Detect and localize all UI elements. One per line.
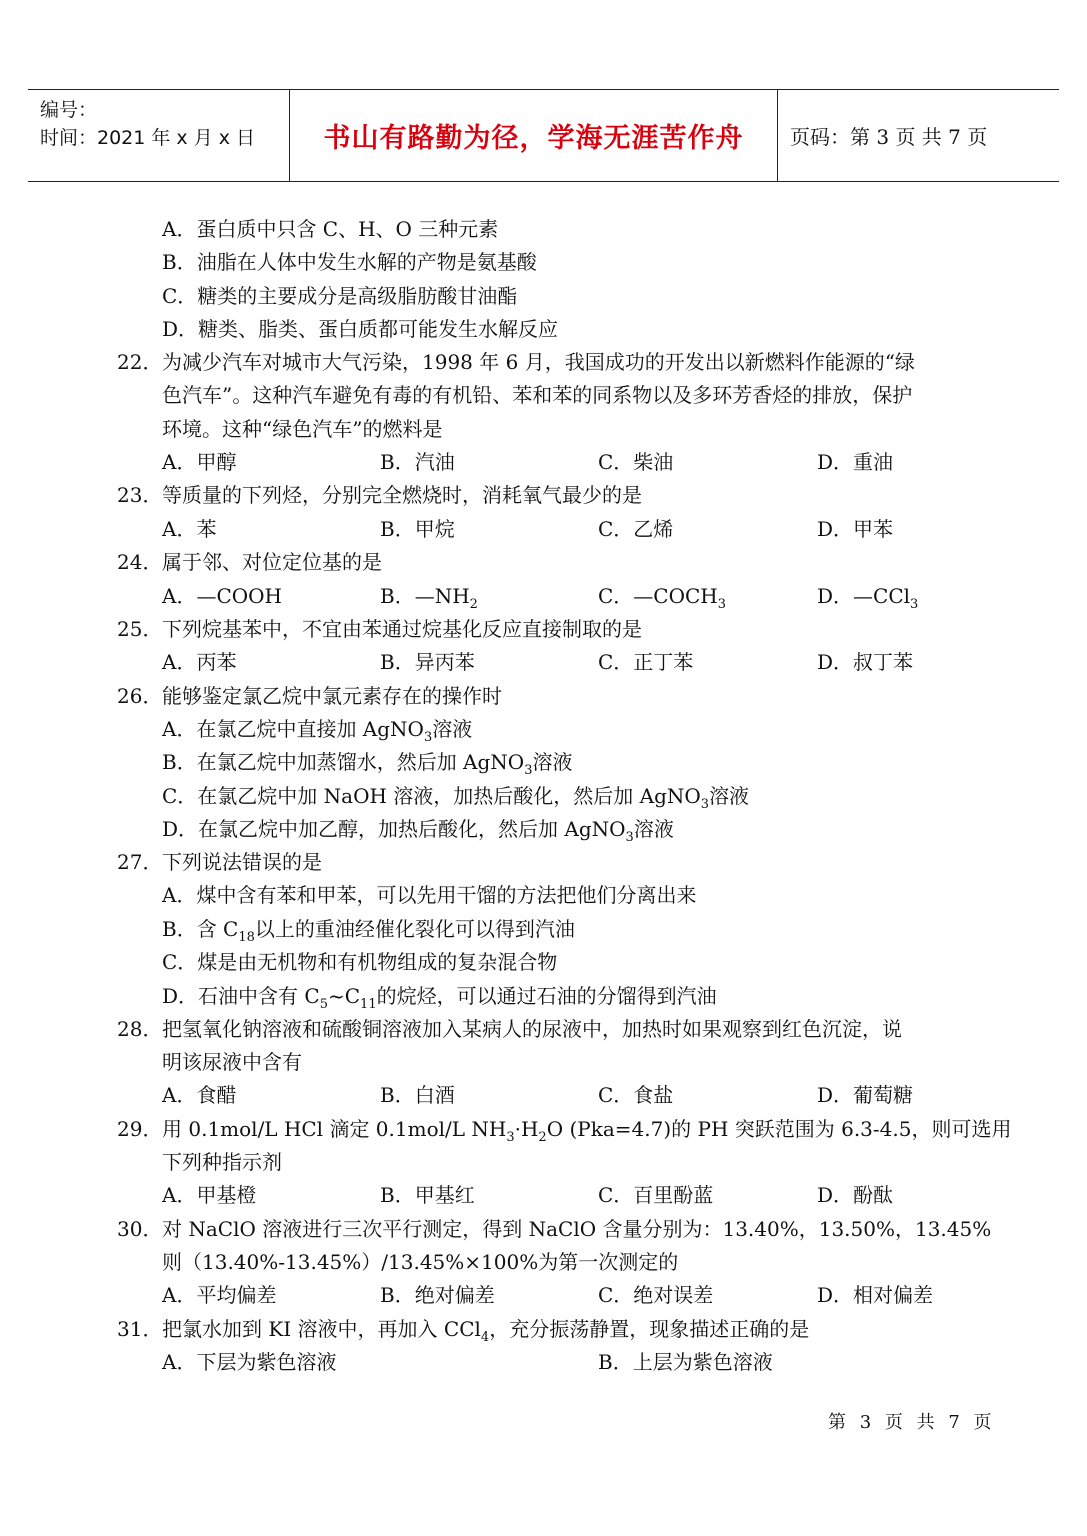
- q28-stem-line2: 明该尿液中含有: [162, 1050, 302, 1074]
- q27-option-a: A．煤中含有苯和甲苯，可以先用干馏的方法把他们分离出来: [162, 883, 697, 907]
- q28-option-c: C．食盐: [598, 1083, 674, 1107]
- q25-stem: 下列烷基苯中，不宜由苯通过烷基化反应直接制取的是: [162, 617, 642, 641]
- q24-number: 24．: [117, 550, 163, 574]
- q23-option-a: A．苯: [162, 517, 217, 541]
- q30-option-c: C．绝对误差: [598, 1283, 714, 1307]
- q21-option-d: D．糖类、脂类、蛋白质都可能发生水解反应: [162, 317, 559, 341]
- q22-number: 22．: [117, 350, 163, 374]
- page-header: [28, 89, 1059, 182]
- q24-option-d: D．—CCl$_3$: [817, 584, 919, 612]
- q29-option-b: B．甲基红: [380, 1183, 475, 1207]
- q26-option-b: B．在氯乙烷中加蒸馏水，然后加 AgNO$_3$溶液: [162, 750, 573, 778]
- q22-stem-line2: 色汽车”。这种汽车避免有毒的有机铅、苯和苯的同系物以及多环芳香烃的排放，保护: [162, 383, 913, 407]
- q31-option-b: B．上层为紫色溶液: [598, 1350, 773, 1374]
- q25-number: 25．: [117, 617, 163, 641]
- q29-option-d: D．酚酞: [817, 1183, 894, 1207]
- q23-number: 23．: [117, 483, 163, 507]
- q21-option-a: A．蛋白质中只含 C、H、O 三种元素: [162, 217, 499, 241]
- motto: 书山有路勤为径，学海无涯苦作舟: [290, 90, 778, 181]
- q23-option-c: C．乙烯: [598, 517, 674, 541]
- q22-option-b: B．汽油: [380, 450, 455, 474]
- q26-number: 26．: [117, 684, 163, 708]
- q25-option-b: B．异丙苯: [380, 650, 475, 674]
- q26-option-d: D．在氯乙烷中加乙醇，加热后酸化，然后加 AgNO$_3$溶液: [162, 817, 674, 845]
- header-meta: [28, 90, 290, 181]
- q28-option-b: B．白酒: [380, 1083, 455, 1107]
- q29-stem-line2: 下列种指示剂: [162, 1150, 282, 1174]
- q21-option-c: C．糖类的主要成分是高级脂肪酸甘油酯: [162, 284, 518, 308]
- page-indicator: 页码：第 3 页 共 7 页: [790, 125, 988, 149]
- q25-option-c: C．正丁苯: [598, 650, 694, 674]
- q26-option-a: A．在氯乙烷中直接加 AgNO$_3$溶液: [162, 717, 473, 745]
- q22-stem-line1: 为减少汽车对城市大气污染，1998 年 6 月，我国成功的开发出以新燃料作能源的“绿: [162, 350, 915, 374]
- q21-option-b: B．油脂在人体中发生水解的产物是氨基酸: [162, 250, 537, 274]
- code-label: 编号：: [40, 99, 98, 121]
- q24-option-a: A．—COOH: [162, 584, 282, 608]
- q22-option-c: C．柴油: [598, 450, 674, 474]
- q22-option-d: D．重油: [817, 450, 894, 474]
- q23-stem: 等质量的下列烃，分别完全燃烧时，消耗氧气最少的是: [162, 483, 642, 507]
- q26-option-c: C．在氯乙烷中加 NaOH 溶液，加热后酸化，然后加 AgNO$_3$溶液: [162, 784, 750, 812]
- q25-option-d: D．叔丁苯: [817, 650, 914, 674]
- q30-option-d: D．相对偏差: [817, 1283, 934, 1307]
- q23-option-b: B．甲烷: [380, 517, 455, 541]
- q30-number: 30．: [117, 1217, 163, 1241]
- q24-stem: 属于邻、对位定位基的是: [162, 550, 382, 574]
- q29-option-c: C．百里酚蓝: [598, 1183, 714, 1207]
- q27-number: 27．: [117, 850, 163, 874]
- q31-number: 31．: [117, 1317, 163, 1341]
- q30-stem-line2: 则（13.40%-13.45%）/13.45%×100%为第一次测定的: [162, 1250, 679, 1274]
- q22-option-a: A．甲醇: [162, 450, 237, 474]
- q27-option-b: B．含 $C_{18}$以上的重油经催化裂化可以得到汽油: [162, 917, 575, 945]
- q23-option-d: D．甲苯: [817, 517, 894, 541]
- q29-option-a: A．甲基橙: [162, 1183, 257, 1207]
- q31-stem: 把氯水加到 KI 溶液中，再加入 CCl$_4$，充分振荡静置，现象描述正确的是: [162, 1317, 810, 1345]
- page-footer: 第 3 页 共 7 页: [828, 1412, 996, 1433]
- q27-stem: 下列说法错误的是: [162, 850, 322, 874]
- q25-option-a: A．丙苯: [162, 650, 237, 674]
- q30-option-b: B．绝对偏差: [380, 1283, 495, 1307]
- q29-stem-line1: 用 0.1mol/L HCl 滴定 0.1mol/L $NH_3\cdot H_2O$ (Pka=4.7)的 PH 突跃范围为 6.3-4.5，则可选用: [162, 1117, 1012, 1145]
- q27-option-d: D．石油中含有 $C_5\sim C_{11}$的烷烃，可以通过石油的分馏得到汽油: [162, 984, 717, 1012]
- q29-number: 29．: [117, 1117, 163, 1141]
- q28-number: 28．: [117, 1017, 163, 1041]
- q24-option-c: C．$—COCH_3$: [598, 584, 727, 612]
- q31-option-a: A．下层为紫色溶液: [162, 1350, 337, 1374]
- q28-stem-line1: 把氢氧化钠溶液和硫酸铜溶液加入某病人的尿液中，加热时如果观察到红色沉淀，说: [162, 1017, 902, 1041]
- q28-option-d: D．葡萄糖: [817, 1083, 914, 1107]
- q22-stem-line3: 环境。这种“绿色汽车”的燃料是: [162, 417, 443, 441]
- q28-option-a: A．食醋: [162, 1083, 237, 1107]
- q30-stem-line1: 对 NaClO 溶液进行三次平行测定，得到 NaClO 含量分别为：13.40%，13.50%，13.45%: [162, 1217, 992, 1241]
- q30-option-a: A．平均偏差: [162, 1283, 277, 1307]
- q26-stem: 能够鉴定氯乙烷中氯元素存在的操作时: [162, 684, 502, 708]
- time-label: 时间：2021 年 x 月 x 日: [40, 127, 256, 149]
- q24-option-b: B．$—NH_2$: [380, 584, 478, 612]
- q27-option-c: C．煤是由无机物和有机物组成的复杂混合物: [162, 950, 558, 974]
